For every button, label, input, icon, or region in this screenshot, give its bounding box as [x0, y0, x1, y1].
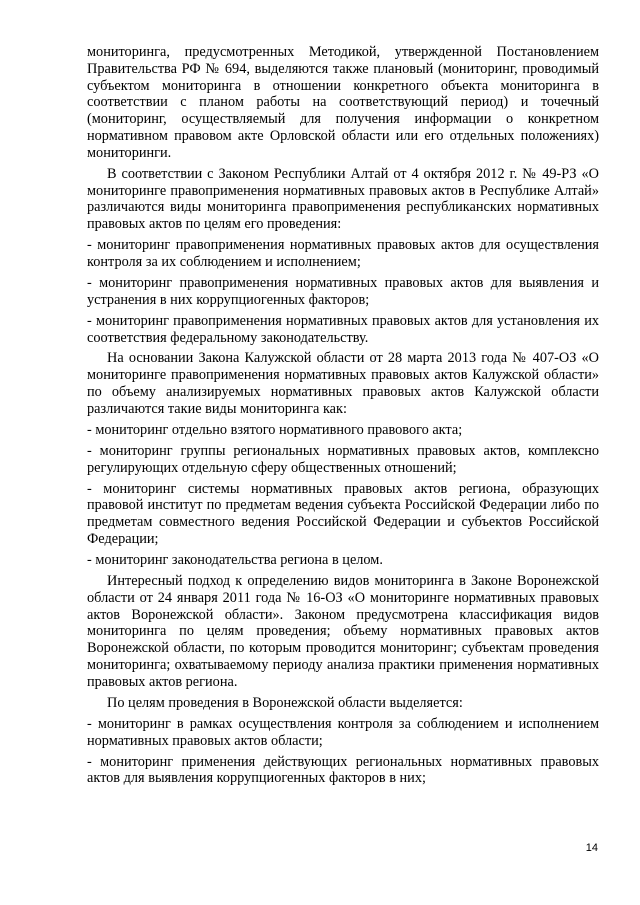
- list-item-voronezh-corruption-monitoring: - мониторинг применения действующих региональных нормативных правовых актов для выявления коррупциогенных факторов в них;: [87, 753, 599, 787]
- list-item-act-system-monitoring: - мониторинг системы нормативных правовых актов региона, образующих правовой институт по предметам ведения субъекта Российской Федерации либо по предметам совместного ведения Российской Федерации и субъектов Российской Федерации;: [87, 480, 599, 548]
- list-item-voronezh-control-monitoring: - мониторинг в рамках осуществления контроля за соблюдением и исполнением нормативных правовых актов области;: [87, 715, 599, 749]
- paragraph-voronezh-goals: По целям проведения в Воронежской области выделяется:: [107, 694, 463, 711]
- list-item-act-group-monitoring: - мониторинг группы региональных нормативных правовых актов, комплексно регулирующих отдельную сферу общественных отношений;: [87, 442, 599, 476]
- list-item-federal-compliance-monitoring: - мониторинг правоприменения нормативных правовых актов для установления их соответствия федеральному законодательству.: [87, 312, 599, 346]
- paragraph-monitoring-types-orel: мониторинга, предусмотренных Методикой, утвержденной Постановлением Правительства РФ № 694, выделяются также плановый (мониторинг, проводимый субъектом мониторинга в отношении конкретного объекта мониторинга в соответствии с планом работы на соответствующий период) и точечный (мониторинг, осуществляемый для получения информации о конкретном нормативном правовом акте Орловской области или его отдельных положениях) мониторинги.: [87, 44, 599, 161]
- list-item-control-monitoring: - мониторинг правоприменения нормативных правовых актов для осуществления контроля за их соблюдением и исполнением;: [87, 237, 599, 270]
- list-item-single-act-monitoring: - мониторинг отдельно взятого нормативного правового акта;: [87, 421, 463, 438]
- body-text: [87, 44, 599, 791]
- page-number: 14: [585, 842, 598, 854]
- paragraph-kaluga-law: На основании Закона Калужской области от 28 марта 2013 года № 407-ОЗ «О мониторинге правоприменения нормативных правовых актов Калужской области» по объему анализируемых нормативных правовых актов Калужской области различаются такие виды мониторинга как:: [87, 350, 599, 417]
- paragraph-voronezh-law: Интересный подход к определению видов мониторинга в Законе Воронежской области от 24 января 2011 года № 16-ОЗ «О мониторинге нормативных правовых актов Воронежской области». Законом предусмотрена классификация видов мониторинга по целям проведения; объему нормативных правовых актов Воронежской области, по которым проводится мониторинг; субъектам проведения мониторинга; охватываемому периоду анализа практики применения нормативных правовых актов региона.: [87, 572, 599, 690]
- paragraph-altai-law: В соответствии с Законом Республики Алтай от 4 октября 2012 г. № 49-РЗ «О мониторинге правоприменения нормативных правовых актов в Республике Алтай» различаются виды мониторинга правоприменения республиканских нормативных правовых актов по целям его проведения:: [87, 165, 599, 233]
- list-item-legislation-monitoring: - мониторинг законодательства региона в целом.: [87, 552, 383, 568]
- list-item-corruption-monitoring: - мониторинг правоприменения нормативных правовых актов для выявления и устранения в них коррупциогенных факторов;: [87, 274, 599, 308]
